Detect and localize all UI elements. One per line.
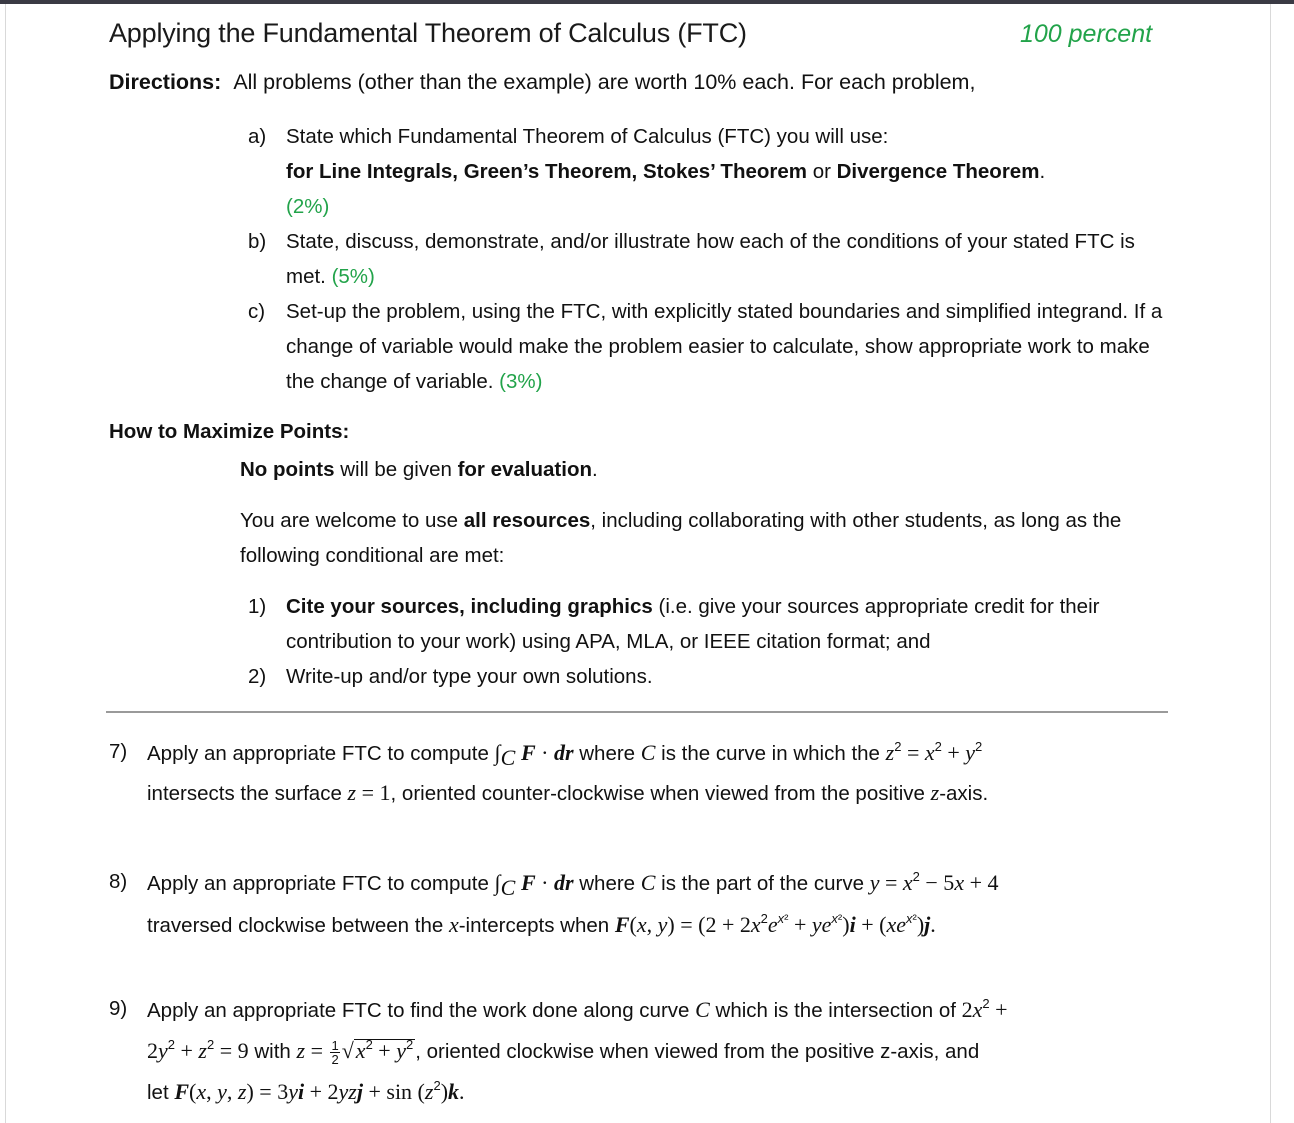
text: is the curve in which the: [655, 742, 886, 765]
page-border-left: [5, 4, 6, 1123]
directions-text: All problems (other than the example) are worth 10% each. For each problem,: [233, 70, 976, 94]
step-body: [286, 224, 1156, 294]
text: (i.e. give your sources appropriate credit for their contribution to your work) using APA, MLA, or IEEE citation format; and: [286, 595, 1100, 653]
text: is the part of the curve: [655, 872, 870, 895]
step-text: State which Fundamental Theorem of Calculus (FTC) you will use:: [286, 125, 889, 148]
text: You are welcome to use: [240, 509, 464, 532]
section-divider: [106, 711, 1168, 713]
step-label: b): [248, 230, 267, 253]
step-body: [286, 294, 1171, 399]
step-points: (2%): [286, 195, 330, 218]
maximize-heading: How to Maximize Points:: [109, 420, 350, 443]
text: intersects the surface: [147, 782, 348, 805]
text: .: [592, 458, 598, 481]
text: with: [248, 1040, 297, 1063]
step-points: (5%): [331, 265, 375, 288]
problem-line: let F(x, y, $z) = 3yi + 2yzj + \sin (z^2)k$.: [147, 1078, 465, 1104]
bold-text: No points: [240, 458, 335, 481]
problem-line: Apply an appropriate FTC to compute $\int_C$ F · dr where C is the curve in which the $z^2 = x^2 + y^2$: [147, 739, 983, 770]
step-text: State, discuss, demonstrate, and/or illustrate how each of the conditions of your stated FTC is met.: [286, 230, 1135, 288]
step-text: or: [807, 160, 837, 183]
problem-number: 7): [109, 740, 128, 763]
no-points-note: [240, 452, 1180, 487]
score-label: 100 percent: [1020, 20, 1153, 48]
problem-line: intersects the surface z = 1, oriented counter-clockwise when viewed from the positive z-axis.: [147, 780, 989, 805]
text: Apply an appropriate FTC to find the work done along curve: [147, 999, 696, 1022]
step-body: [286, 119, 1166, 224]
step-text: .: [1039, 160, 1046, 183]
scrollbar-track[interactable]: [1271, 4, 1294, 1123]
problem-line: $2y^2 + z^2 = 9$ with z = $\frac{1}{2}$ $√x^2 + y^2$, oriented clockwise when viewed from the positive z-axis, and: [147, 1037, 980, 1067]
text: Apply an appropriate FTC to compute: [147, 872, 495, 895]
problem-line: traversed clockwise between the x-intercepts when F(x, $y) = (2 + 2x^2e^{x^2} + ye^{x^2})i + (xe^{x^2})j$.: [147, 911, 936, 937]
text: will be given: [334, 458, 458, 481]
problem-number: 8): [109, 870, 128, 893]
text: traversed clockwise between the: [147, 914, 449, 937]
text: Write-up and/or type your own solutions.: [286, 665, 653, 688]
text: where: [573, 872, 641, 895]
condition-label: 2): [248, 665, 267, 688]
problem-line: Apply an appropriate FTC to compute $\int_C$ F · dr where C is the part of the curve $y = x^2 - 5x + 4$: [147, 869, 999, 900]
page-title: Applying the Fundamental Theorem of Calculus (FTC): [109, 18, 747, 48]
directions-label: Directions:: [109, 70, 222, 94]
bold-text: Cite your sources, including graphics: [286, 595, 653, 618]
problem-number: 9): [109, 997, 128, 1020]
bold-text: for evaluation: [457, 458, 592, 481]
text: where: [573, 742, 641, 765]
problem-line: Apply an appropriate FTC to find the work done along curve C which is the intersection of $2x^2$ +: [147, 996, 1008, 1022]
text: let: [147, 1081, 175, 1104]
step-bold: for Line Integrals, Green’s Theorem, Stokes’ Theorem: [286, 160, 807, 183]
condition-label: 1): [248, 595, 267, 618]
step-points: (3%): [499, 370, 543, 393]
window-top-bar: [0, 0, 1294, 4]
text: -axis.: [939, 782, 989, 805]
text: which is the intersection of: [709, 999, 962, 1022]
text: -intercepts when: [458, 914, 615, 937]
step-bold: Divergence Theorem: [836, 160, 1040, 183]
step-label: c): [248, 300, 266, 323]
step-text: Set-up the problem, using the FTC, with explicitly stated boundaries and simplified integrand. If a change of variable would make the problem easier to calculate, show appropriate work to make the change of variable.: [286, 300, 1163, 393]
text: , including collaborating with other students, as long as the following conditional are met:: [240, 509, 1122, 567]
condition-body: [286, 659, 1166, 694]
step-label: a): [248, 125, 267, 148]
condition-body: [286, 589, 1171, 659]
text: Apply an appropriate FTC to compute: [147, 742, 495, 765]
text: , oriented clockwise when viewed from the positive z-axis, and: [415, 1040, 980, 1063]
text: , oriented counter-clockwise when viewed from the positive: [390, 782, 931, 805]
welcome-note: [240, 503, 1170, 573]
bold-text: all resources: [463, 509, 591, 532]
directions: [109, 70, 975, 95]
